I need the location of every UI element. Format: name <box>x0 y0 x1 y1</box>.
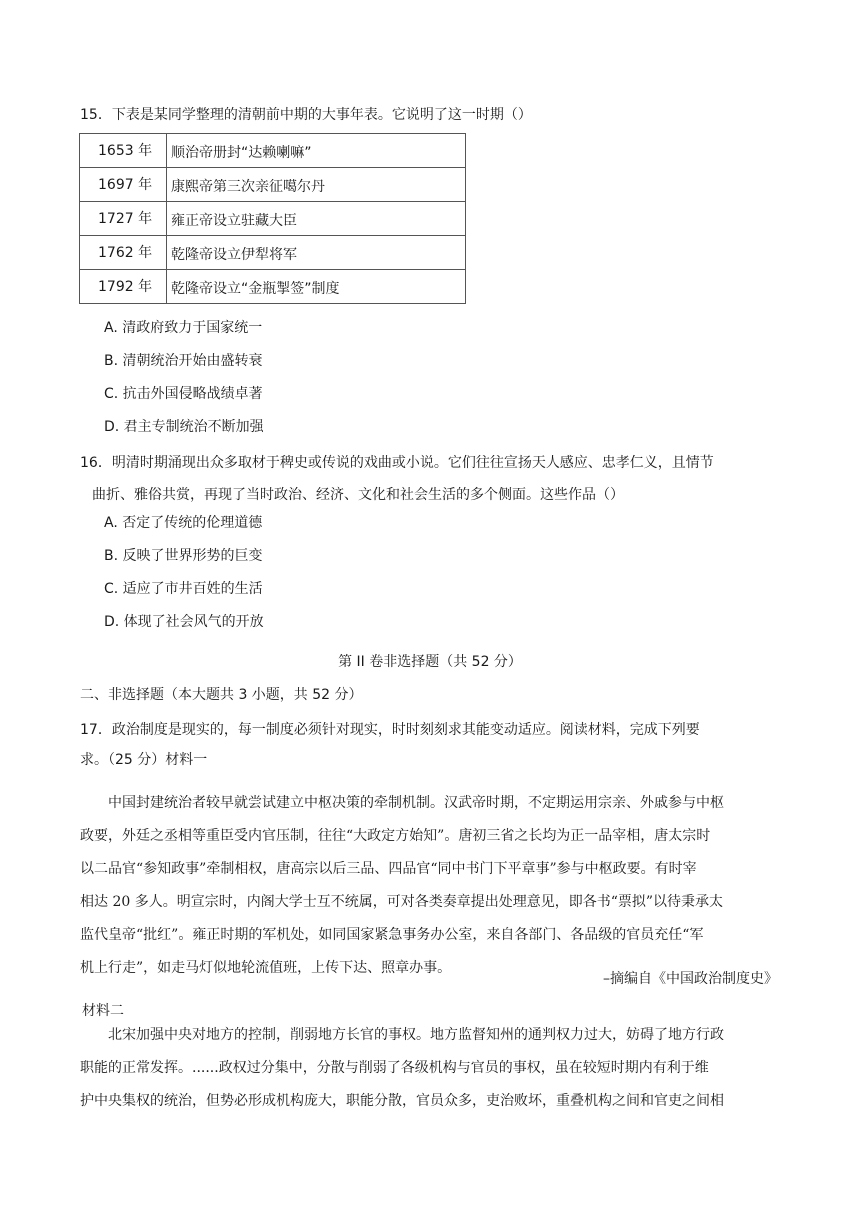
event-cell: 乾隆帝设立伊犁将军 <box>167 236 466 270</box>
material2-label: 材料二 <box>82 1003 124 1019</box>
event-cell: 雍正帝设立驻藏大臣 <box>167 202 466 236</box>
material1-line: 相达 20 多人。明宣宗时，内阁大学士互不统属，可对各类奏章提出处理意见，即各书“票拟”以待秉承太 <box>80 894 724 910</box>
material2-line: 北宋加强中央对地方的控制，削弱地方长官的事权。地方监督知州的通判权力过大，妨碍了地方行政 <box>108 1027 724 1043</box>
q16-option-c: C. 适应了市井百姓的生活 <box>104 581 263 597</box>
table-row <box>80 134 466 168</box>
material1-line: 监代皇帝“批红”。雍正时期的军机处，如同国家紧急事务办公室，来自各部门、各品级的官员充任“军 <box>80 927 704 943</box>
q15-option-b: B. 清朝统治开始由盛转衰 <box>104 353 263 369</box>
material2-line: 护中央集权的统治，但势必形成机构庞大，职能分散，官员众多，吏治败坏，重叠机构之间和官吏之间相 <box>80 1093 724 1109</box>
event-cell: 康熙帝第三次亲征噶尔丹 <box>167 168 466 202</box>
q17-stem-line1: 17．政治制度是现实的，每一制度必须针对现实，时时刻刻求其能变动适应。阅读材料，完成下列要 <box>80 722 700 738</box>
event-cell: 顺治帝册封“达赖喇嘛” <box>167 134 466 168</box>
q16-option-d: D. 体现了社会风气的开放 <box>104 614 264 630</box>
year-cell: 1762 年 <box>80 236 167 270</box>
material1-line: 政要，外廷之丞相等重臣受内官压制，往往“大政定方始知”。唐初三省之长均为正一品宰相，唐太宗时 <box>80 828 711 844</box>
q17-stem-line2: 求。（25 分）材料一 <box>80 752 208 768</box>
q16-stem-line1: 16．明清时期涌现出众多取材于稗史或传说的戏曲或小说。它们往往宣扬天人感应、忠孝仁义，且情节 <box>80 455 714 471</box>
event-cell: 乾隆帝设立“金瓶掣签”制度 <box>167 270 466 304</box>
section-part-heading: 二、非选择题（本大题共 3 小题，共 52 分） <box>80 687 363 703</box>
table-row <box>80 270 466 304</box>
table-row <box>80 236 466 270</box>
material1-source: –摘编自《中国政治制度史》 <box>603 971 778 987</box>
material2-paragraph <box>80 1019 780 1118</box>
table-row <box>80 202 466 236</box>
q16-stem-line2: 曲折、雅俗共赏，再现了当时政治、经济、文化和社会生活的多个侧面。这些作品（） <box>92 487 624 503</box>
year-cell: 1697 年 <box>80 168 167 202</box>
q15-option-d: D. 君主专制统治不断加强 <box>104 419 264 435</box>
q15-option-a: A. 清政府致力于国家统一 <box>104 320 263 336</box>
q16-option-b: B. 反映了世界形势的巨变 <box>104 548 263 564</box>
q16-option-a: A. 否定了传统的伦理道德 <box>104 515 263 531</box>
table-row <box>80 168 466 202</box>
year-cell: 1727 年 <box>80 202 167 236</box>
year-cell: 1653 年 <box>80 134 167 168</box>
material1-line: 机上行走”，如走马灯似地轮流值班，上传下达、照章办事。 <box>80 960 452 976</box>
year-cell: 1792 年 <box>80 270 167 304</box>
q15-stem: 15．下表是某同学整理的清朝前中期的大事年表。它说明了这一时期（） <box>80 107 532 123</box>
q15-option-c: C. 抗击外国侵略战绩卓著 <box>104 386 263 402</box>
material1-line: 以二品官“参知政事”牵制相权，唐高宗以后三品、四品官“同中书门下平章事”参与中枢政要。有时宰 <box>80 861 697 877</box>
material2-line: 职能的正常发挥。......政权过分集中，分散与削弱了各级机构与官员的事权，虽在较短时期内有利于维 <box>80 1060 709 1076</box>
material1-paragraph <box>80 787 780 985</box>
events-table <box>79 133 466 304</box>
material1-line: 中国封建统治者较早就尝试建立中枢决策的牵制机制。汉武帝时期，不定期运用宗亲、外戚参与中枢 <box>108 795 724 811</box>
section-title: 第 II 卷非选择题（共 52 分） <box>338 654 522 670</box>
